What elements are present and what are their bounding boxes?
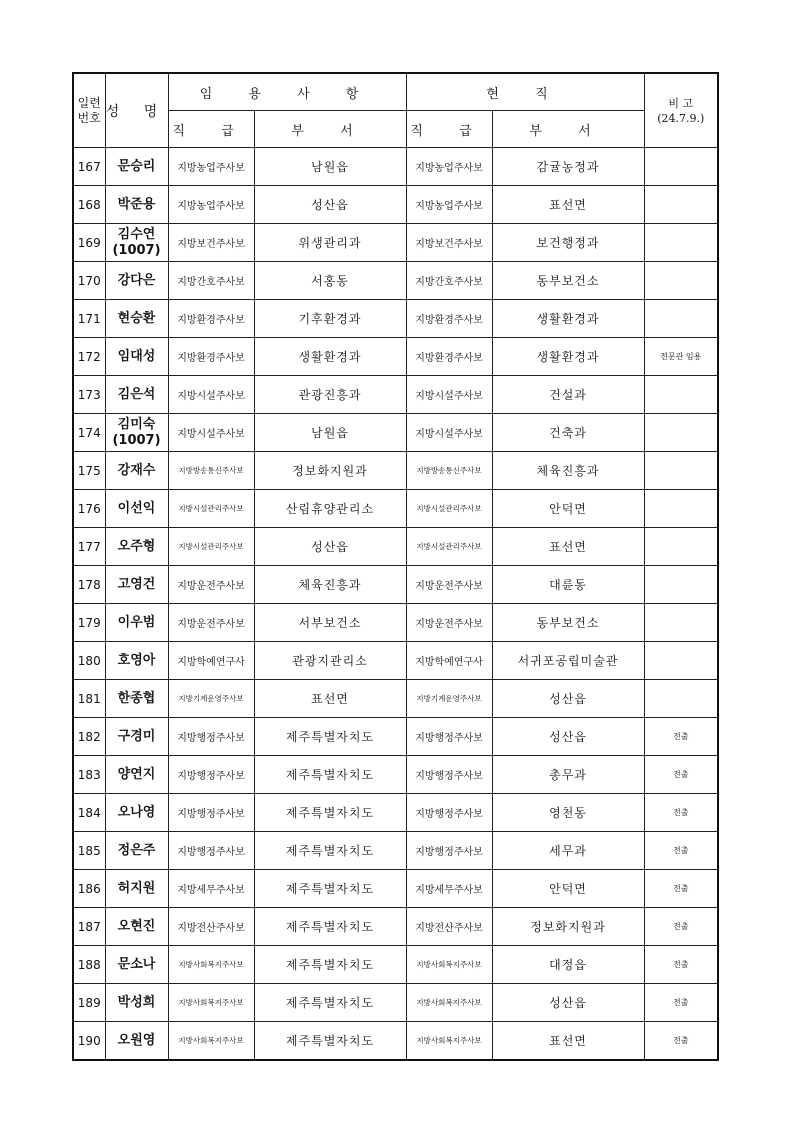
table-row (73, 528, 718, 566)
row-note: 전출 (644, 756, 718, 794)
row-current-rank: 지방시설주사보 (406, 414, 492, 452)
row-current-rank: 지방간호주사보 (406, 262, 492, 300)
row-appointment-rank: 지방사회복지주사보 (168, 946, 254, 984)
row-appointment-rank: 지방사회복지주사보 (168, 984, 254, 1022)
header-appointment: 임 용 사 항 (168, 73, 406, 111)
row-note: 전출 (644, 870, 718, 908)
header-current-rank: 직 급 (406, 111, 492, 148)
row-current-dept: 성산읍 (492, 984, 644, 1022)
row-name: 한종협 (105, 680, 168, 718)
table-row (73, 908, 718, 946)
row-current-dept: 보건행정과 (492, 224, 644, 262)
row-name: 김은석 (105, 376, 168, 414)
row-current-dept: 동부보건소 (492, 262, 644, 300)
header-appointment-rank: 직 급 (168, 111, 254, 148)
row-number: 167 (73, 148, 105, 186)
row-appointment-rank: 지방사회복지주사보 (168, 1022, 254, 1061)
row-current-rank: 지방행정주사보 (406, 718, 492, 756)
table-row (73, 186, 718, 224)
row-name: 이우범 (105, 604, 168, 642)
row-appointment-dept: 남원읍 (254, 148, 406, 186)
row-appointment-rank: 지방세무주사보 (168, 870, 254, 908)
row-appointment-dept: 관광지관리소 (254, 642, 406, 680)
row-appointment-dept: 위생관리과 (254, 224, 406, 262)
row-appointment-rank: 지방간호주사보 (168, 262, 254, 300)
row-current-dept: 대정읍 (492, 946, 644, 984)
row-appointment-rank: 지방농업주사보 (168, 186, 254, 224)
row-number: 175 (73, 452, 105, 490)
table-row (73, 642, 718, 680)
row-name: 구경미 (105, 718, 168, 756)
table-row (73, 1022, 718, 1061)
row-number: 190 (73, 1022, 105, 1061)
row-number: 187 (73, 908, 105, 946)
row-appointment-rank: 지방행정주사보 (168, 756, 254, 794)
row-number: 189 (73, 984, 105, 1022)
row-number: 178 (73, 566, 105, 604)
table-row (73, 376, 718, 414)
row-current-dept: 생활환경과 (492, 300, 644, 338)
table-row (73, 756, 718, 794)
row-current-rank: 지방환경주사보 (406, 338, 492, 376)
row-current-rank: 지방시설주사보 (406, 376, 492, 414)
row-appointment-dept: 제주특별자치도 (254, 908, 406, 946)
row-current-dept: 감귤농정과 (492, 148, 644, 186)
row-name: 문소나 (105, 946, 168, 984)
row-name: 허지원 (105, 870, 168, 908)
row-appointment-rank: 지방환경주사보 (168, 300, 254, 338)
row-name: 이선익 (105, 490, 168, 528)
row-note (644, 528, 718, 566)
row-note (644, 604, 718, 642)
row-current-dept: 세무과 (492, 832, 644, 870)
row-appointment-dept: 서홍동 (254, 262, 406, 300)
header-number: 일련 번호 (73, 73, 105, 148)
row-current-dept: 성산읍 (492, 680, 644, 718)
row-number: 188 (73, 946, 105, 984)
table-row (73, 794, 718, 832)
row-number: 174 (73, 414, 105, 452)
row-note (644, 224, 718, 262)
row-appointment-rank: 지방방송통신주사보 (168, 452, 254, 490)
row-appointment-dept: 표선면 (254, 680, 406, 718)
row-note: 전출 (644, 1022, 718, 1061)
row-appointment-rank: 지방운전주사보 (168, 604, 254, 642)
row-note (644, 490, 718, 528)
header-note: 비 고 (24.7.9.) (644, 73, 718, 148)
row-note (644, 414, 718, 452)
row-number: 172 (73, 338, 105, 376)
header-current-dept: 부 서 (492, 111, 644, 148)
row-current-dept: 생활환경과 (492, 338, 644, 376)
row-name: 김수연 (1007) (105, 224, 168, 262)
row-number: 183 (73, 756, 105, 794)
row-appointment-dept: 서부보건소 (254, 604, 406, 642)
row-number: 177 (73, 528, 105, 566)
row-appointment-rank: 지방시설주사보 (168, 414, 254, 452)
row-name: 박성희 (105, 984, 168, 1022)
row-appointment-rank: 지방보건주사보 (168, 224, 254, 262)
row-appointment-dept: 제주특별자치도 (254, 756, 406, 794)
row-name: 호영아 (105, 642, 168, 680)
table-row (73, 984, 718, 1022)
row-number: 186 (73, 870, 105, 908)
row-appointment-dept: 제주특별자치도 (254, 870, 406, 908)
row-appointment-dept: 제주특별자치도 (254, 718, 406, 756)
row-current-dept: 건축과 (492, 414, 644, 452)
row-name: 오주형 (105, 528, 168, 566)
row-current-rank: 지방농업주사보 (406, 186, 492, 224)
row-current-rank: 지방방송통신주사보 (406, 452, 492, 490)
row-name: 오현진 (105, 908, 168, 946)
row-current-rank: 지방시설관리주사보 (406, 490, 492, 528)
table-row (73, 490, 718, 528)
row-note: 전출 (644, 718, 718, 756)
row-number: 171 (73, 300, 105, 338)
row-number: 179 (73, 604, 105, 642)
row-current-dept: 성산읍 (492, 718, 644, 756)
row-appointment-dept: 제주특별자치도 (254, 946, 406, 984)
row-number: 173 (73, 376, 105, 414)
row-name: 오원영 (105, 1022, 168, 1061)
row-appointment-rank: 지방농업주사보 (168, 148, 254, 186)
row-name: 현승환 (105, 300, 168, 338)
row-current-rank: 지방보건주사보 (406, 224, 492, 262)
row-appointment-rank: 지방시설관리주사보 (168, 528, 254, 566)
row-current-dept: 건설과 (492, 376, 644, 414)
row-appointment-dept: 성산읍 (254, 186, 406, 224)
row-appointment-dept: 산림휴양관리소 (254, 490, 406, 528)
table-row (73, 718, 718, 756)
row-current-rank: 지방시설관리주사보 (406, 528, 492, 566)
row-current-rank: 지방사회복지주사보 (406, 946, 492, 984)
row-appointment-rank: 지방전산주사보 (168, 908, 254, 946)
row-current-rank: 지방행정주사보 (406, 794, 492, 832)
row-appointment-dept: 제주특별자치도 (254, 794, 406, 832)
row-current-rank: 지방사회복지주사보 (406, 1022, 492, 1061)
row-appointment-rank: 지방시설관리주사보 (168, 490, 254, 528)
row-current-rank: 지방학예연구사 (406, 642, 492, 680)
row-name: 김미숙 (1007) (105, 414, 168, 452)
row-appointment-dept: 기후환경과 (254, 300, 406, 338)
row-number: 170 (73, 262, 105, 300)
row-number: 169 (73, 224, 105, 262)
row-current-rank: 지방농업주사보 (406, 148, 492, 186)
row-number: 182 (73, 718, 105, 756)
row-name: 양연지 (105, 756, 168, 794)
row-current-dept: 정보화지원과 (492, 908, 644, 946)
row-number: 181 (73, 680, 105, 718)
row-current-dept: 체육진흥과 (492, 452, 644, 490)
row-current-dept: 대륜동 (492, 566, 644, 604)
row-note (644, 186, 718, 224)
table-row (73, 224, 718, 262)
row-current-rank: 지방행정주사보 (406, 756, 492, 794)
row-appointment-rank: 지방시설주사보 (168, 376, 254, 414)
row-note: 전출 (644, 794, 718, 832)
row-current-dept: 안덕면 (492, 490, 644, 528)
row-number: 184 (73, 794, 105, 832)
row-appointment-dept: 제주특별자치도 (254, 832, 406, 870)
row-current-rank: 지방운전주사보 (406, 604, 492, 642)
row-current-rank: 지방전산주사보 (406, 908, 492, 946)
row-name: 문승리 (105, 148, 168, 186)
row-appointment-rank: 지방행정주사보 (168, 718, 254, 756)
row-appointment-dept: 제주특별자치도 (254, 1022, 406, 1061)
subheader-row (73, 111, 718, 148)
table-row (73, 148, 718, 186)
row-current-dept: 안덕면 (492, 870, 644, 908)
row-name: 정은주 (105, 832, 168, 870)
table-row (73, 566, 718, 604)
row-note (644, 566, 718, 604)
table-row (73, 338, 718, 376)
row-appointment-dept: 관광진흥과 (254, 376, 406, 414)
table-row (73, 300, 718, 338)
row-appointment-dept: 성산읍 (254, 528, 406, 566)
table-row (73, 680, 718, 718)
row-note (644, 148, 718, 186)
table-row (73, 414, 718, 452)
row-appointment-rank: 지방기계운영주사보 (168, 680, 254, 718)
row-number: 176 (73, 490, 105, 528)
row-appointment-rank: 지방행정주사보 (168, 794, 254, 832)
table-row (73, 870, 718, 908)
row-current-dept: 서귀포공립미술관 (492, 642, 644, 680)
row-current-dept: 영천동 (492, 794, 644, 832)
row-appointment-dept: 정보화지원과 (254, 452, 406, 490)
row-appointment-dept: 생활환경과 (254, 338, 406, 376)
row-name: 오나영 (105, 794, 168, 832)
row-note (644, 262, 718, 300)
row-current-rank: 지방세무주사보 (406, 870, 492, 908)
header-row (73, 73, 718, 111)
table-row (73, 832, 718, 870)
row-number: 185 (73, 832, 105, 870)
row-current-rank: 지방행정주사보 (406, 832, 492, 870)
row-current-rank: 지방사회복지주사보 (406, 984, 492, 1022)
header-appointment-dept: 부 서 (254, 111, 406, 148)
table-row (73, 452, 718, 490)
header-name: 성 명 (105, 73, 168, 148)
row-note (644, 300, 718, 338)
personnel-table (72, 72, 719, 1061)
row-appointment-dept: 제주특별자치도 (254, 984, 406, 1022)
row-name: 고영건 (105, 566, 168, 604)
row-appointment-rank: 지방운전주사보 (168, 566, 254, 604)
row-appointment-rank: 지방행정주사보 (168, 832, 254, 870)
row-current-dept: 표선면 (492, 186, 644, 224)
row-appointment-dept: 남원읍 (254, 414, 406, 452)
table-row (73, 604, 718, 642)
row-current-dept: 표선면 (492, 528, 644, 566)
row-note: 전출 (644, 946, 718, 984)
row-number: 180 (73, 642, 105, 680)
row-name: 임대성 (105, 338, 168, 376)
row-note: 전출 (644, 984, 718, 1022)
row-appointment-dept: 체육진흥과 (254, 566, 406, 604)
row-note: 전문관 임용 (644, 338, 718, 376)
row-current-rank: 지방기계운영주사보 (406, 680, 492, 718)
row-name: 강다은 (105, 262, 168, 300)
row-note (644, 680, 718, 718)
row-number: 168 (73, 186, 105, 224)
row-note (644, 376, 718, 414)
row-current-rank: 지방운전주사보 (406, 566, 492, 604)
row-current-rank: 지방환경주사보 (406, 300, 492, 338)
row-note: 전출 (644, 832, 718, 870)
table-row (73, 262, 718, 300)
row-appointment-rank: 지방환경주사보 (168, 338, 254, 376)
row-appointment-rank: 지방학예연구사 (168, 642, 254, 680)
row-name: 박준용 (105, 186, 168, 224)
header-current: 현 직 (406, 73, 644, 111)
row-current-dept: 총무과 (492, 756, 644, 794)
row-current-dept: 동부보건소 (492, 604, 644, 642)
row-note (644, 452, 718, 490)
row-current-dept: 표선면 (492, 1022, 644, 1061)
row-note (644, 642, 718, 680)
row-note: 전출 (644, 908, 718, 946)
row-name: 강재수 (105, 452, 168, 490)
table-row (73, 946, 718, 984)
